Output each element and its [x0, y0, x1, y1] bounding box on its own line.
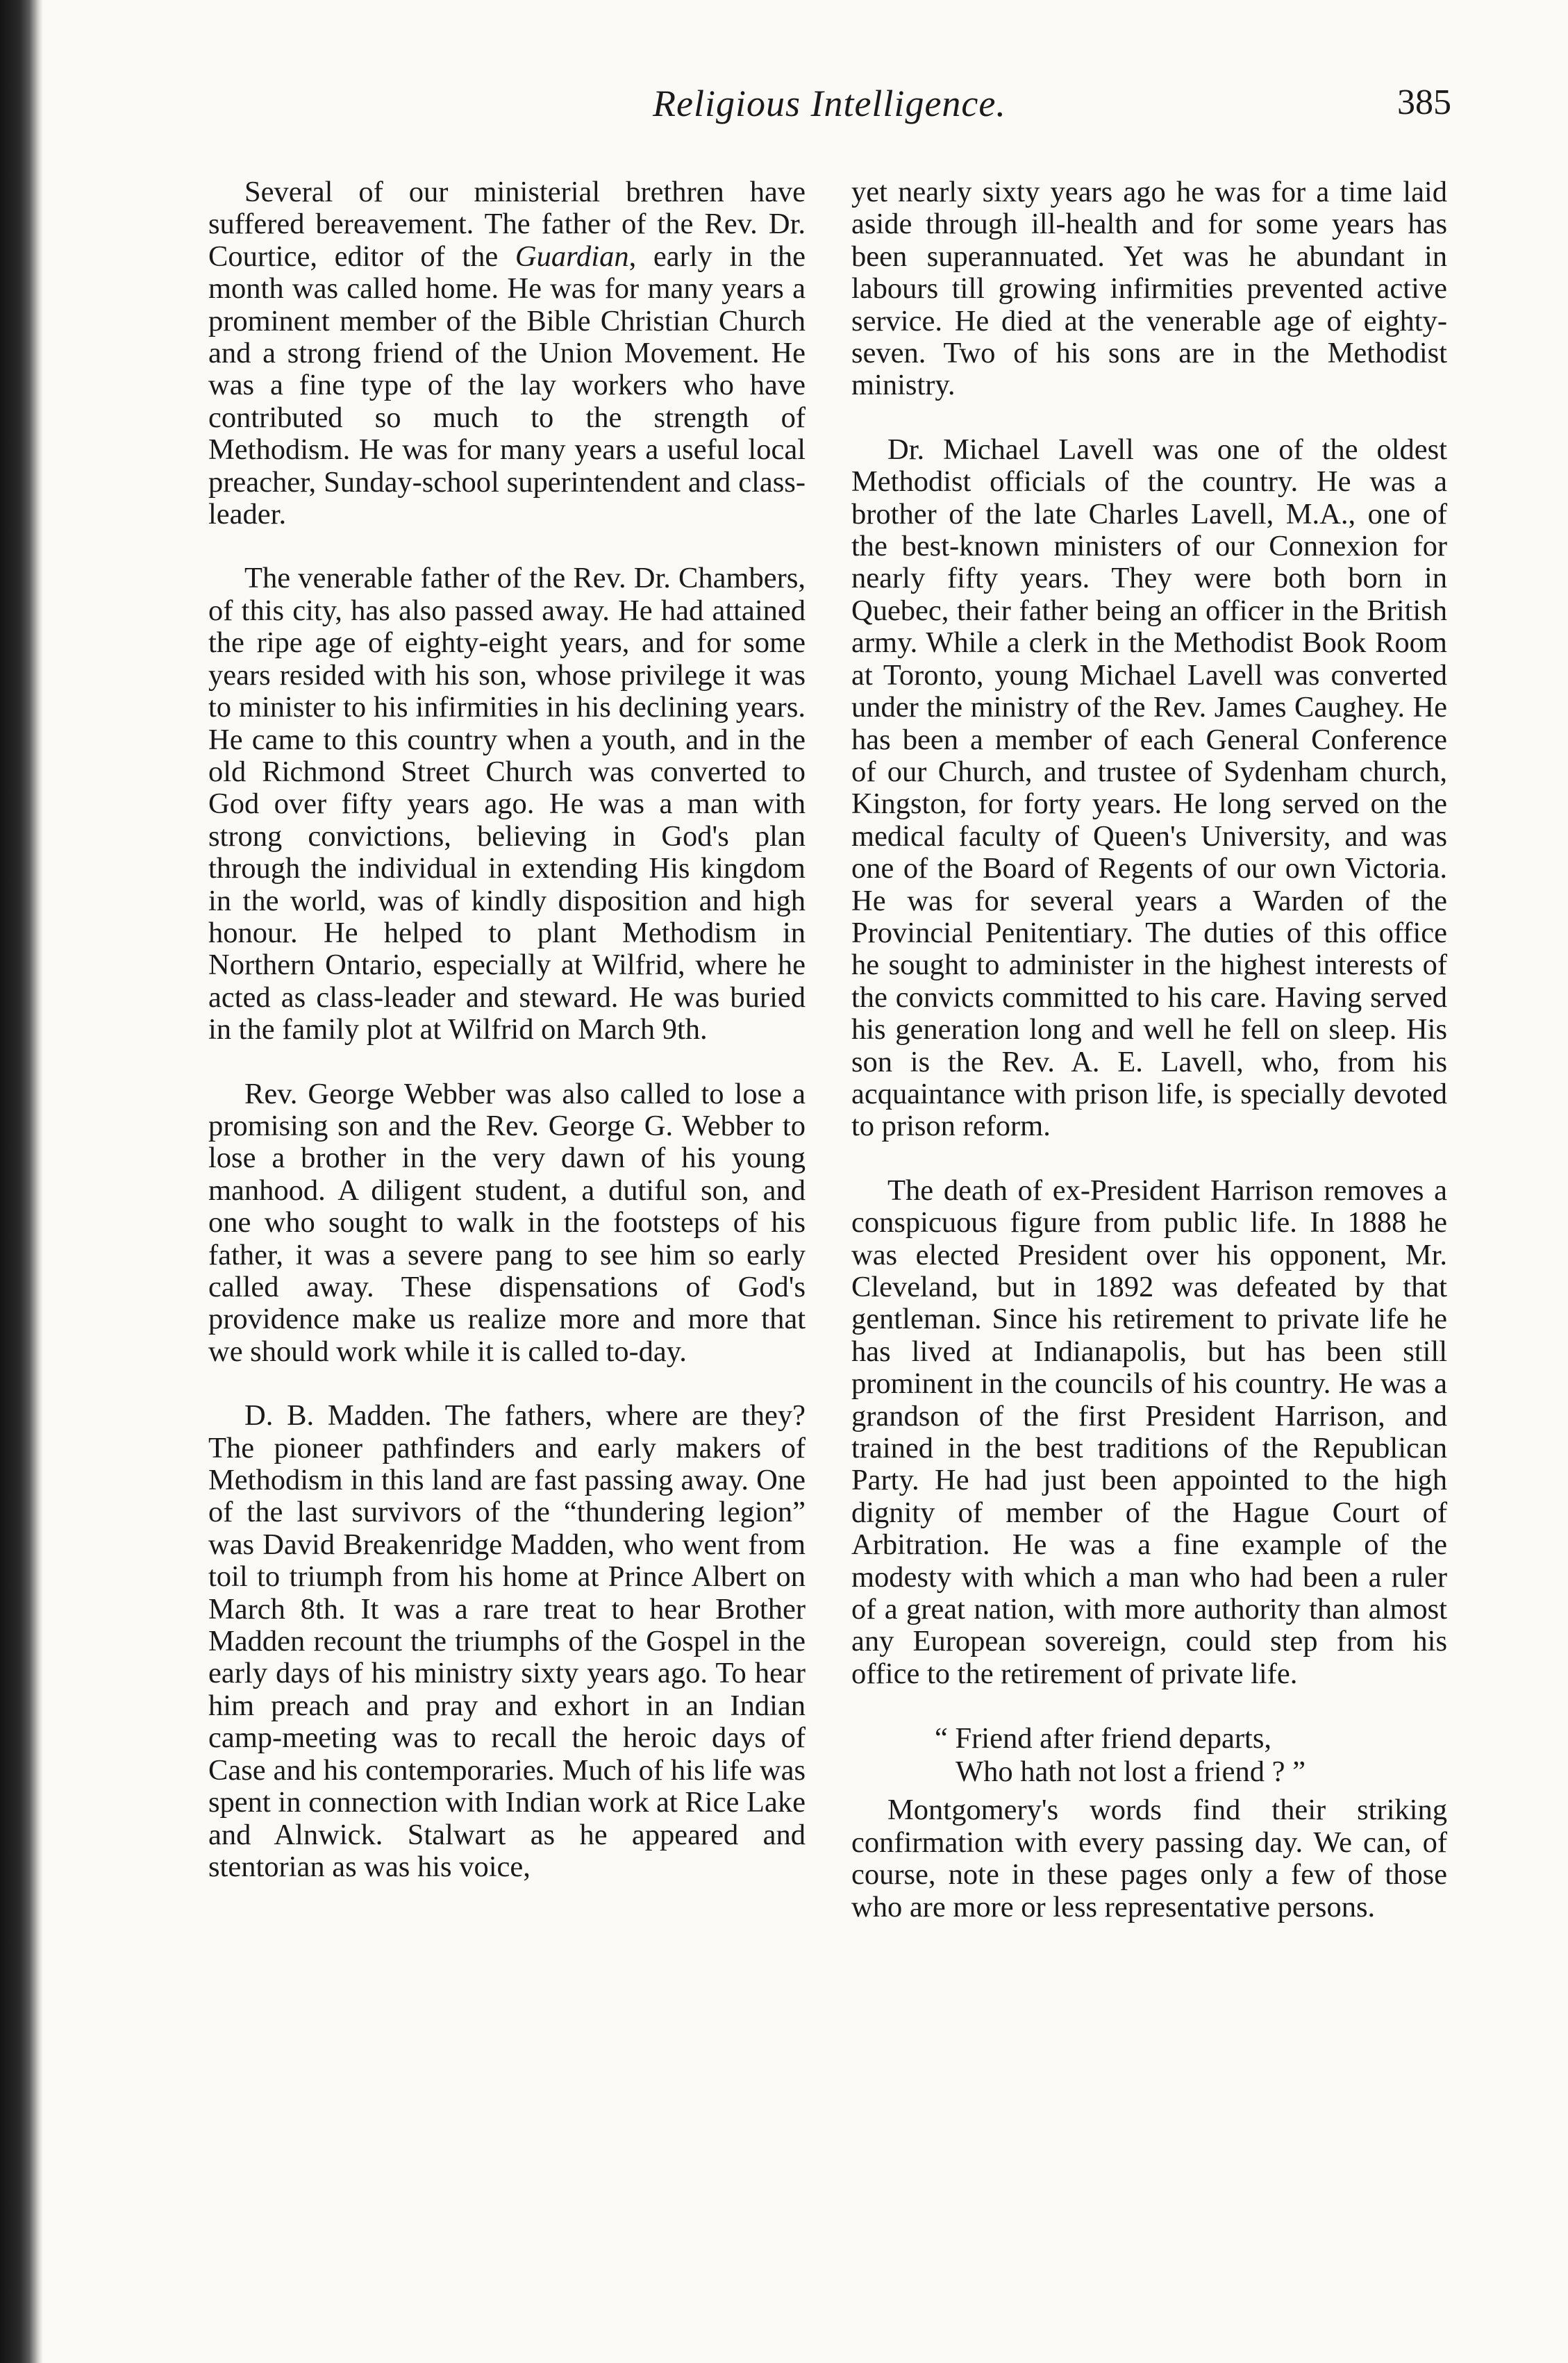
paragraph-courtice-text: Several of our ministerial brethren have suffered bereavement. The father of the Rev. Dr. Courtice, editor of the — [208, 176, 806, 273]
verse-line-1: “ Friend after friend departs, — [935, 1722, 1271, 1755]
paragraph-courtice — [208, 176, 806, 531]
page-binding-edge — [0, 0, 43, 2363]
right-column — [851, 176, 1447, 1923]
verse-line-2: Who hath not lost a friend ? ” — [956, 1755, 1306, 1789]
page-number: 385 — [1397, 83, 1451, 122]
paragraph-harrison: The death of ex-President Harrison removes a conspicuous figure from public life. In 1888 he was elected President over his opponent, Mr. Cleveland, but in 1892 was defeated by that gentleman. Since his retirement to private life he has lived at Indianapolis, but has been still prominent in the councils of his country. He was a grandson of the first President Harrison, and trained in the best traditions of the Republican Party. He had just been appointed to the high dignity of member of the Hague Court of Arbitration. He was a fine example of the modesty with which a man who had been a ruler of a great nation, with more authority than almost any European sovereign, could step from his office to the retirement of private life. — [851, 1174, 1447, 1690]
paragraph-webber: Rev. George Webber was also called to lose a promising son and the Rev. George G. Webber to lose a brother in the very dawn of his young manhood. A diligent student, a dutiful son, and one who sought to walk in the footsteps of his father, it was a severe pang to see him so early called away. These dispensations of God's providence make us realize more and more that we should work while it is called to-day. — [208, 1077, 806, 1368]
paragraph-montgomery: Montgomery's words find their striking confirmation with every passing day. We can, of course, note in these pages only a few of those who are more or less representative persons. — [851, 1794, 1447, 1923]
running-head — [208, 82, 1479, 144]
paragraph-chambers: The venerable father of the Rev. Dr. Chambers, of this city, has also passed away. He had attained the ripe age of eighty-eight years, and for some years resided with his son, whose privilege it was to minister to his infirmities in his declining years. He came to this country when a youth, and in the old Richmond Street Church was converted to God over fifty years ago. He was a man with strong convictions, believing in God's plan through the individual in extending His kingdom in the world, was of kindly disposition and high honour. He helped to plant Methodism in Northern Ontario, especially at Wilfrid, where he acted as class-leader and steward. He was buried in the family plot at Wilfrid on March 9th. — [208, 562, 806, 1046]
running-title: Religious Intelligence. — [653, 83, 1006, 124]
paragraph-courtice-rest: , early in the month was called home. He was for many years a prominent member of the Bible Christian Church and a strong friend of the Union Movement. He was a fine type of the lay workers who have contributed so much to the strength of Methodism. He was for many years a useful local preacher, Sunday-school superintendent and class-leader. — [208, 240, 806, 531]
verse-quotation — [851, 1722, 1447, 1789]
paragraph-madden: D. B. Madden. The fathers, where are they? The pioneer pathfinders and early makers of Methodism in this land are fast passing away. One of the last survivors of the “thundering legion” was David Breakenridge Madden, who went from toil to triumph from his home at Prince Albert on March 8th. It was a rare treat to hear Brother Madden recount the triumphs of the Gospel in the early days of his ministry sixty years ago. To hear him preach and pray and exhort in an Indian camp-meeting was to recall the heroic days of Case and his contemporaries. Much of his life was spent in connection with Indian work at Rice Lake and Alnwick. Stalwart as he appeared and stentorian as was his voice, — [208, 1399, 806, 1883]
guardian-title: Guardian — [515, 240, 629, 273]
left-column — [208, 176, 806, 1883]
paragraph-madden-continued: yet nearly sixty years ago he was for a time laid aside through ill-health and for some years has been superannuated. Yet was he abundant in labours till growing infirmities prevented active service. He died at the venerable age of eighty-seven. Two of his sons are in the Methodist ministry. — [851, 176, 1447, 402]
paragraph-lavell: Dr. Michael Lavell was one of the oldest Methodist officials of the country. He was a brother of the late Charles Lavell, M.A., one of the best-known ministers of our Connexion for nearly fifty years. They were both born in Quebec, their father being an officer in the British army. While a clerk in the Methodist Book Room at Toronto, young Michael Lavell was converted under the ministry of the Rev. James Caughey. He has been a member of each General Conference of our Church, and trustee of Sydenham church, Kingston, for forty years. He long served on the medical faculty of Queen's University, and was one of the Board of Regents of our own Victoria. He was for several years a Warden of the Provincial Penitentiary. The duties of this office he sought to administer in the highest interests of the convicts committed to his care. Having served his generation long and well he fell on sleep. His son is the Rev. A. E. Lavell, who, from his acquaintance with prison life, is specially devoted to prison reform. — [851, 433, 1447, 1143]
